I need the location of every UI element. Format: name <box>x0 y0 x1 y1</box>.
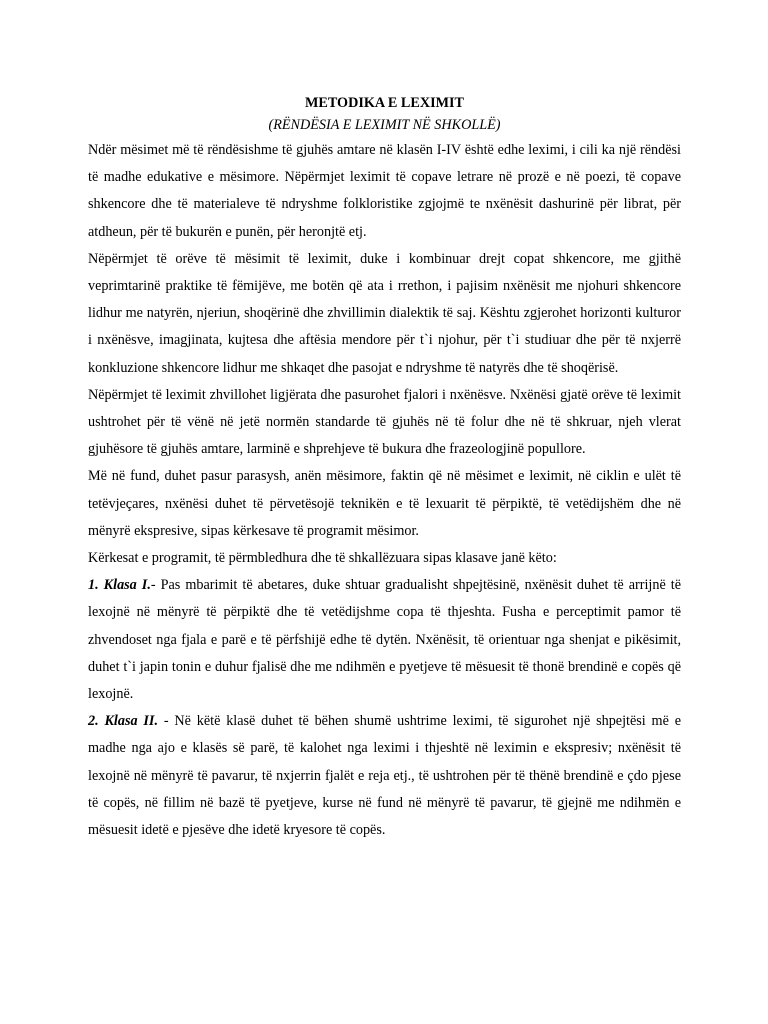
class-2-paragraph <box>88 708 681 844</box>
paragraph-text: Nëpërmjet të leximit zhvillohet ligjërata dhe pasurohet fjalori i nxënësve. Nxënësi gjatë orëve të leximit ushtrohet për të vënë në jetë normën standarde të gjuhës në të folur dhe në të shkruar, njeh vlerat gjuhësore të gjuhës amtare, larminë e shprehjeve të bukura dhe frazeologjinë popullore. <box>88 386 681 458</box>
document-subtitle: (RËNDËSIA E LEXIMIT NË SHKOLLË) <box>268 117 501 133</box>
document-title: METODIKA E LEXIMIT <box>305 95 464 111</box>
paragraph-text: Nëpërmjet të orëve të mësimit të leximit, duke i kombinuar drejt copat shkencore, me gjithë veprimtarinë praktike të fëmijëve, me botën që ata i rrethon, i pajisim nxënësit me njohuri shkencore lidhur me natyrën, njeriun, shoqërinë dhe zhvillimin dialektik të saj. Kështu zgjerohet horizonti kulturor i nxënësve, imagjinata, kujtesa dhe aftësia mendore për t`i njohur, për t`i studiuar dhe për të nxjerrë konkluzione shkencore lidhur me shkaqet dhe pasojat e ndryshme të natyrës dhe të shoqërisë. <box>88 250 681 376</box>
paragraph-text: - Në këtë klasë duhet të bëhen shumë ushtrime leximi, të sigurohet një shpejtësi më e madhe nga ajo e klasës së parë, të kalohet nga leximi i thjeshtë në leximin e ekspresiv; nxënësit të lexojnë në mënyrë të pavarur, të nxjerrin fjalët e reja etj., të ushtrohen për të thënë brendinë e çdo pjese të copës, në fillim në bazë të pyetjeve, kurse në fund në mënyrë të pavarur, të gjejnë me ndihmën e mësuesit idetë e pjesëve dhe idetë kryesore të copës. <box>88 713 682 839</box>
paragraph <box>88 137 681 246</box>
paragraph-text: Më në fund, duhet pasur parasysh, anën mësimore, faktin që në mësimet e leximit, në ciklin e ulët të tetëvjeçares, nxënësi duhet të përvetësojë teknikën e të lexuarit të përpiktë, të vetëdijshëm dhe në mënyrë ekspresive, sipas kërkesave të programit mësimor. <box>88 468 681 539</box>
paragraph-text: - Pas mbarimit të abetares, duke shtuar gradualisht shpejtësinë, nxënësit duhet të arrijnë të lexojnë në mënyrë të përpiktë dhe të vetëdijshme copa të thjeshta. Fusha e perceptimit pamor të zhvendoset nga fjala e parë e të përfshijë edhe të dytën. Nxënësit, të orientuar nga shenjat e pikësimit, duhet t`i japin tonin e duhur fjalisë dhe me ndihmën e pyetjeve të mësuesit të thonë brendinë e copës që lexojnë. <box>88 577 681 703</box>
class-1-heading: 1. Klasa I. <box>88 577 151 594</box>
paragraph-text: Kërkesat e programit, të përmbledhura dhe të shkallëzuara sipas klasave janë këto: <box>88 550 557 567</box>
paragraph-text: Ndër mësimet më të rëndësishme të gjuhës amtare në klasën I-IV është edhe leximi, i cili ka një rëndësi të madhe edukative e mësimore. Nëpërmjet leximit të copave letrare në prozë e në poezi, të copave shkencore dhe të materialeve të ndryshme folkloristike zgjojmë te nxënësit dashurinë për librat, për atdheun, për të bukurën e punën, për heronjtë etj. <box>88 142 681 240</box>
paragraph <box>88 463 681 545</box>
paragraph <box>88 246 681 382</box>
paragraph <box>88 382 681 464</box>
class-2-heading: 2. Klasa II. <box>88 713 158 730</box>
document-page <box>88 92 681 844</box>
paragraph <box>88 545 681 572</box>
class-1-paragraph <box>88 572 681 708</box>
